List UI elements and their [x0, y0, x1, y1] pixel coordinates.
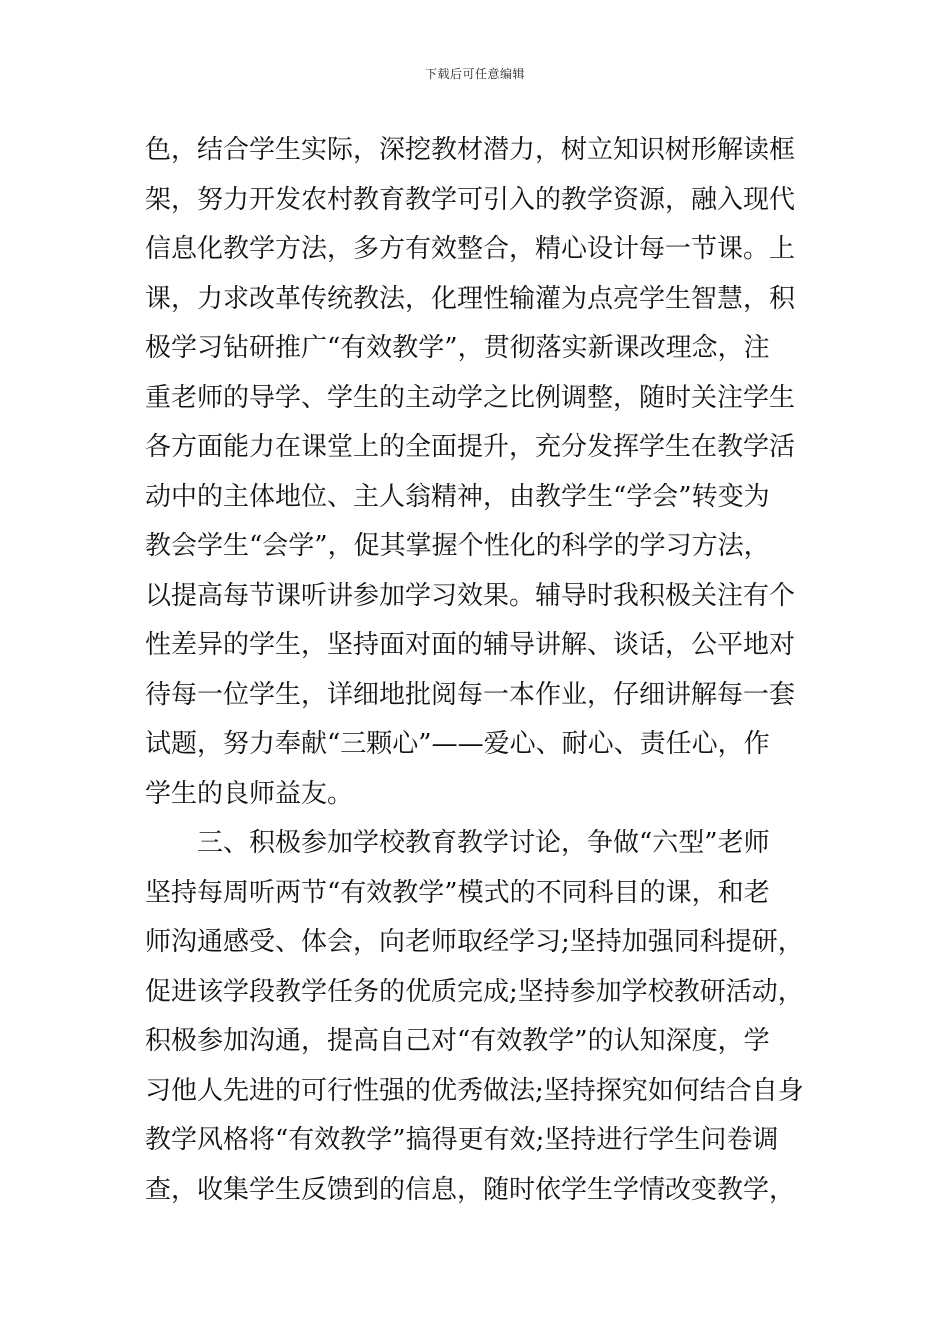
paragraph-line: 积极参加沟通，提高自己对“有效教学”的认知深度，学	[145, 1026, 770, 1056]
paragraph-line: 动中的主体地位、主人翁精神，由教学生“学会”转变为	[145, 481, 770, 512]
paragraph-line: 教学风格将“有效教学”搞得更有效;坚持进行学生问卷调	[145, 1125, 779, 1155]
paragraph-line: 查，收集学生反馈到的信息，随时依学生学情改变教学，	[145, 1174, 796, 1205]
paragraph-line: 各方面能力在课堂上的全面提升，充分发挥学生在教学活	[145, 432, 796, 462]
paragraph-line: 教会学生“会学”，促其掌握个性化的科学的学习方法，	[145, 531, 770, 561]
paragraph-line: 色，结合学生实际，深挖教材潜力，树立知识树形解读框	[145, 135, 796, 165]
paragraph-line: 待每一位学生，详细地批阅每一本作业，仔细讲解每一套	[145, 679, 796, 710]
paragraph-line: 极学习钻研推广“有效教学”，贯彻落实新课改理念，注	[145, 333, 770, 363]
paragraph-line: 以提高每节课听讲参加学习效果。辅导时我积极关注有个	[145, 580, 796, 611]
paragraph-line: 习他人先进的可行性强的优秀做法;坚持探究如何结合自身	[145, 1075, 804, 1106]
page-header: 下载后可任意编辑	[424, 67, 525, 81]
document-body	[145, 126, 810, 1215]
paragraph-line: 信息化教学方法，多方有效整合，精心设计每一节课。上	[145, 234, 796, 264]
paragraph-line: 促进该学段教学任务的优质完成;坚持参加学校教研活动，	[145, 976, 804, 1007]
paragraph-line: 坚持每周听两节“有效教学”模式的不同科目的课，和老	[145, 877, 770, 908]
paragraph-line: 架，努力开发农村教育教学可引入的教学资源，融入现代	[145, 184, 796, 215]
section-heading: 三、积极参加学校教育教学讨论，争做“六型”老师	[197, 828, 770, 858]
paragraph-line: 师沟通感受、体会，向老师取经学习;坚持加强同科提研，	[145, 927, 804, 957]
paragraph-line: 课，力求改革传统教法，化理性输灌为点亮学生智慧，积	[145, 283, 796, 314]
paragraph-line: 性差异的学生，坚持面对面的辅导讲解、谈话，公平地对	[145, 630, 796, 660]
paragraph-line: 学生的良师益友。	[145, 778, 354, 809]
paragraph-line: 试题，努力奉献“三颗心”——爱心、耐心、责任心，作	[145, 729, 770, 759]
paragraph-line: 重老师的导学、学生的主动学之比例调整，随时关注学生	[145, 382, 796, 413]
